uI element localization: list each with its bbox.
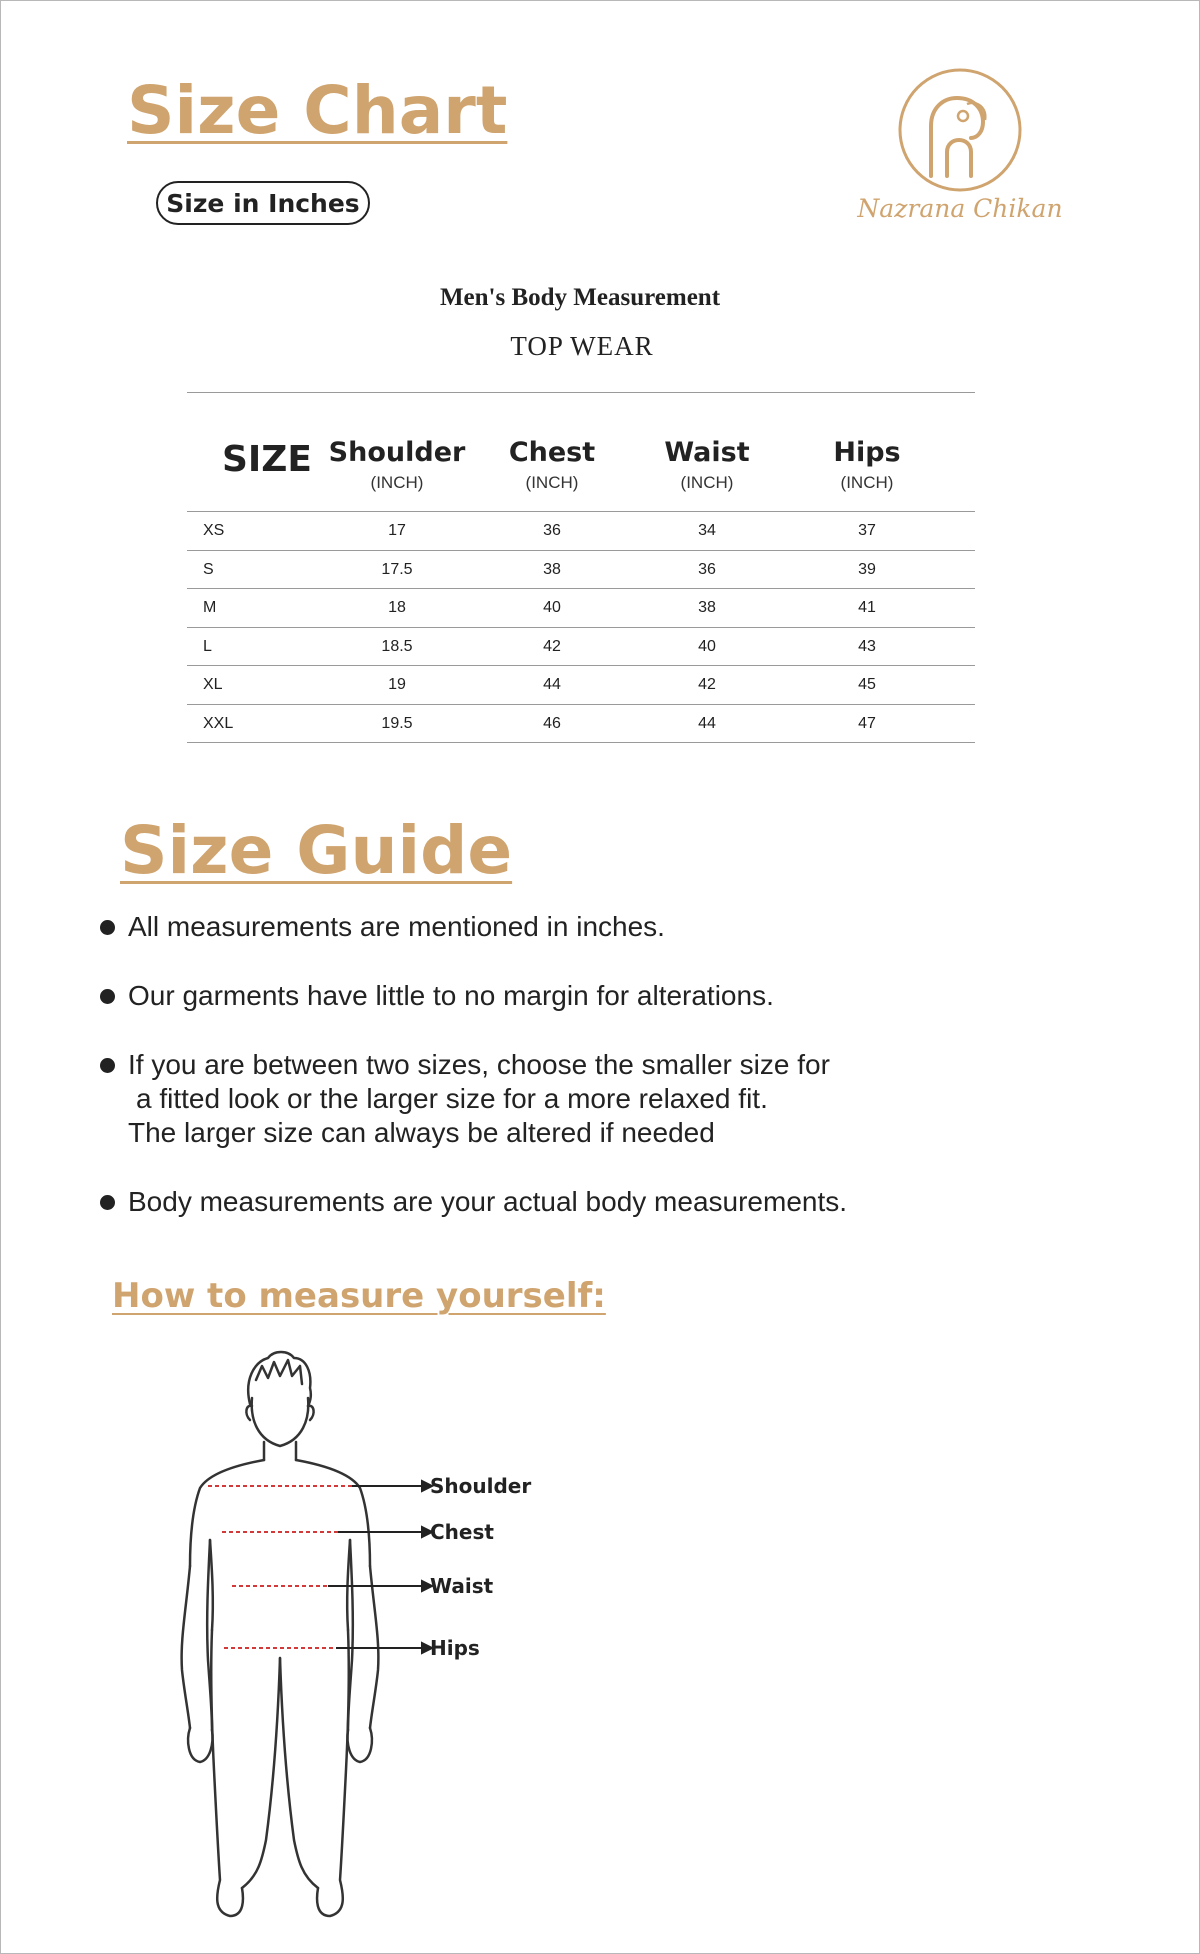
size-cell: XL [203, 676, 223, 693]
list-item-text: Body measurements are your actual body measurements. [128, 1186, 848, 1217]
size-column-header: SIZE [221, 439, 313, 480]
chest-column-header: Chest [508, 437, 596, 468]
waist-cell: 44 [698, 714, 716, 732]
shoulder-cell: 18.5 [381, 637, 413, 655]
hips-column-unit: (INCH) [840, 473, 894, 492]
hips-column-header: Hips [833, 437, 901, 468]
table-body [187, 511, 975, 743]
page-title: Size Chart [127, 72, 508, 149]
hips-cell: 47 [858, 714, 876, 732]
bullet-icon [100, 920, 115, 935]
hips-cell: 41 [858, 599, 876, 616]
size-cell: XS [203, 522, 225, 539]
chest-cell: 42 [543, 637, 561, 655]
waist-cell: 40 [698, 637, 716, 655]
table-row [187, 550, 975, 589]
waist-cell: 34 [698, 522, 716, 539]
table-row [187, 627, 975, 666]
bullet-icon [100, 1058, 115, 1073]
size-cell: XXL [203, 714, 234, 732]
size-cell: L [203, 637, 212, 655]
waist-cell: 42 [698, 676, 716, 693]
chest-cell: 44 [543, 676, 561, 693]
hips-cell: 37 [858, 522, 876, 539]
waist-cell: 38 [698, 599, 716, 616]
table-row [187, 588, 975, 627]
chest-column-unit: (INCH) [525, 473, 579, 492]
list-item-text: a fitted look or the larger size for a more relaxed fit. [136, 1083, 768, 1114]
list-item-text: The larger size can always be altered if needed [128, 1117, 715, 1148]
waist-column-unit: (INCH) [680, 473, 734, 492]
bullet-icon [100, 1195, 115, 1210]
measurement-figure [170, 1340, 570, 1940]
list-item [98, 910, 1098, 944]
chest-cell: 40 [543, 599, 561, 616]
size-cell: M [203, 599, 217, 616]
list-item-text: Our garments have little to no margin for alterations. [128, 980, 774, 1011]
list-item [98, 1048, 1098, 1150]
size-cell: S [203, 560, 214, 578]
size-guide-title: Size Guide [120, 812, 513, 889]
waist-cell: 36 [698, 560, 716, 578]
table-row [187, 511, 975, 550]
shoulder-label: Shoulder [430, 1474, 532, 1498]
list-item-text: If you are between two sizes, choose the smaller size for [128, 1049, 830, 1080]
size-guide-list [98, 910, 1098, 1254]
shoulder-cell: 17.5 [381, 560, 413, 578]
shoulder-cell: 18 [388, 599, 406, 616]
shoulder-cell: 19.5 [381, 714, 413, 732]
unit-badge: Size in Inches [156, 181, 370, 225]
hips-cell: 39 [858, 560, 876, 578]
chest-cell: 38 [543, 560, 561, 578]
table-row [187, 665, 975, 704]
bullet-icon [100, 989, 115, 1004]
brand-name: Nazrana Chikan [857, 194, 1063, 223]
shoulder-cell: 19 [388, 676, 406, 693]
table-subtitle: Men's Body Measurement [439, 284, 721, 311]
brand-logo [850, 64, 1070, 234]
how-to-measure-title: How to measure yourself: [112, 1276, 606, 1316]
list-item-text: All measurements are mentioned in inches. [128, 911, 665, 942]
chest-cell: 36 [543, 522, 561, 539]
hips-label: Hips [430, 1636, 480, 1660]
elephant-logo-icon [887, 64, 1033, 192]
list-item [98, 979, 1098, 1013]
waist-column-header: Waist [664, 437, 750, 468]
chest-cell: 46 [543, 714, 561, 732]
chest-label: Chest [430, 1520, 494, 1544]
table-header [187, 393, 975, 511]
shoulder-cell: 17 [388, 522, 406, 539]
size-table [187, 392, 975, 743]
table-category: TOP WEAR [510, 331, 654, 361]
shoulder-column-unit: (INCH) [370, 473, 424, 492]
waist-label: Waist [430, 1574, 494, 1598]
male-body-outline-icon [170, 1340, 570, 1940]
hips-cell: 43 [858, 637, 876, 655]
table-row [187, 704, 975, 744]
shoulder-column-header: Shoulder [328, 437, 466, 468]
list-item [98, 1185, 1098, 1219]
hips-cell: 45 [858, 676, 876, 693]
